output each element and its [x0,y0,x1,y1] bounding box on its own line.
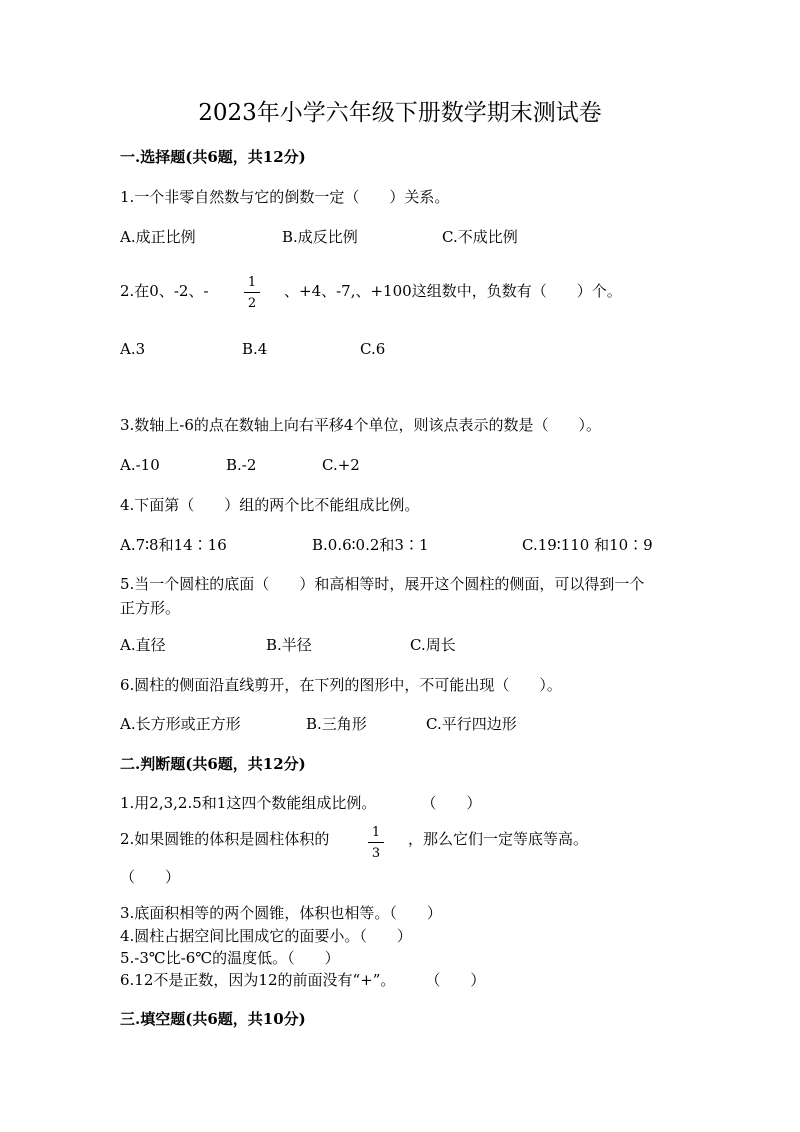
page-title: 2023年小学六年级下册数学期末测试卷 [198,100,602,126]
option-b: B.三角形 [306,715,367,733]
question-2-4: 4.圆柱占据空间比围成它的面要小。（ ） [120,927,412,945]
fraction-bar [368,842,384,843]
question-1-6: 6.圆柱的侧面沿直线剪开，在下列的图形中，不可能出现（ ）。 [120,676,562,694]
option-a: A.3 [120,340,146,358]
question-1-1: 1.一个非零自然数与它的倒数一定（ ）关系。 [120,188,450,206]
question-2-5: 5.-3℃比-6℃的温度低。（ ） [120,949,340,967]
question-2-6: 6.12不是正数，因为12的前面没有“+”。 （ ） [120,971,486,989]
question-1-2-suffix: 、+4、-7,、+100这组数中，负数有（ ）个。 [284,282,622,300]
fraction-numerator: 1 [371,825,381,840]
fraction-numerator: 1 [247,275,257,290]
fraction-denominator: 3 [371,846,381,861]
option-c: C.+2 [322,456,360,474]
section-heading-fill-in: 三.填空题(共6题，共10分) [120,1010,306,1028]
option-b: B.成反比例 [282,228,358,246]
question-2-2-answer-paren: （ ） [120,868,181,886]
option-c: C.19∶110 和10∶9 [522,536,653,554]
question-1-3: 3.数轴上-6的点在数轴上向右平移4个单位，则该点表示的数是（ ）。 [120,416,601,434]
option-a: A.长方形或正方形 [120,715,241,733]
option-a: A.7∶8和14∶16 [120,536,227,554]
question-1-5-line1: 5.当一个圆柱的底面（ ）和高相等时，展开这个圆柱的侧面，可以得到一个 [120,575,645,593]
question-2-3: 3.底面积相等的两个圆锥，体积也相等。（ ） [120,904,442,922]
section-heading-choice: 一.选择题(共6题，共12分) [120,148,306,166]
option-a: A.-10 [120,456,160,474]
option-c: C.6 [360,340,386,358]
fraction-denominator: 2 [247,296,257,311]
option-c: C.不成比例 [442,228,518,246]
question-2-1: 1.用2,3,2.5和1这四个数能组成比例。 （ ） [120,794,482,812]
option-c: C.周长 [410,636,456,654]
option-b: B.0.6∶0.2和3∶1 [312,536,429,554]
question-1-5-line2: 正方形。 [120,599,181,617]
question-2-2-suffix: ，那么它们一定等底等高。 [408,830,589,848]
option-b: B.半径 [266,636,312,654]
fraction-one-third [368,826,384,860]
section-heading-judgement: 二.判断题(共6题，共12分) [120,755,306,773]
option-a: A.成正比例 [120,228,196,246]
question-2-2-prefix: 2.如果圆锥的体积是圆柱体积的 [120,830,330,848]
option-b: B.-2 [226,456,257,474]
fraction-bar [244,292,260,293]
fraction-one-half [244,276,260,310]
option-c: C.平行四边形 [426,715,517,733]
question-1-2-prefix: 2.在0、-2、- [120,282,209,300]
question-1-4: 4.下面第（ ）组的两个比不能组成比例。 [120,496,420,514]
option-b: B.4 [242,340,268,358]
option-a: A.直径 [120,636,166,654]
